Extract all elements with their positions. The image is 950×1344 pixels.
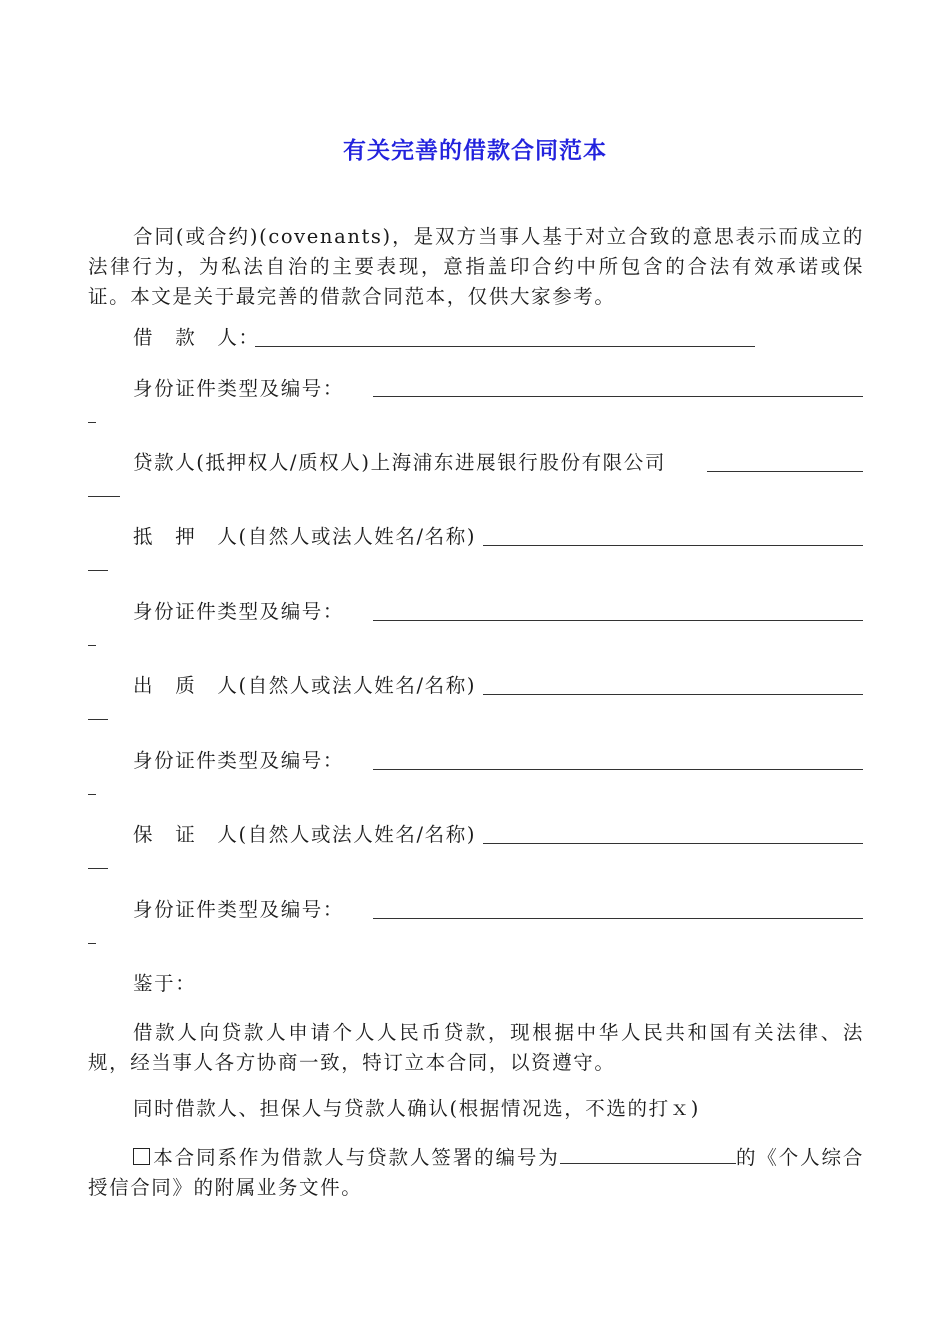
lender-blank-tail bbox=[88, 496, 120, 497]
mortgagor-id-blank[interactable] bbox=[373, 620, 863, 621]
mortgagor-blank-tail bbox=[88, 570, 108, 571]
clause-3-text-a: 本合同系作为借款人与贷款人签署的编号为 bbox=[153, 1146, 560, 1169]
guarantor-blank[interactable] bbox=[483, 843, 863, 844]
pledgor-label: 出 质 人(自然人或法人姓名/名称) bbox=[133, 674, 477, 697]
mortgagor-label: 抵 押 人(自然人或法人姓名/名称) bbox=[133, 525, 477, 548]
guarantor-id-blank[interactable] bbox=[373, 918, 863, 919]
guarantor-id-blank-tail bbox=[88, 943, 96, 944]
mortgagor-blank[interactable] bbox=[483, 545, 863, 546]
document-title: 有关完善的借款合同范本 bbox=[343, 138, 607, 164]
guarantor-label: 保 证 人(自然人或法人姓名/名称) bbox=[133, 823, 477, 846]
checkbox-icon[interactable] bbox=[133, 1148, 150, 1165]
pledgor-id-label: 身份证件类型及编号： bbox=[133, 749, 345, 772]
clause-paragraph-1: 借款人向贷款人申请个人人民币贷款，现根据中华人民共和国有关法律、法规，经当事人各方协商一致，特订立本合同，以资遵守。 bbox=[88, 1021, 864, 1074]
lender-label: 贷款人(抵押权人/质权人)上海浦东进展银行股份有限公司 bbox=[133, 451, 666, 474]
pledgor-id-blank-tail bbox=[88, 794, 96, 795]
lender-blank[interactable] bbox=[707, 471, 863, 472]
pledgor-id-blank[interactable] bbox=[373, 769, 863, 770]
guarantor-blank-tail bbox=[88, 868, 108, 869]
clause-3-text-b: 的《个人综合授信合同》的附属业务文件。 bbox=[88, 1146, 864, 1199]
mortgagor-id-blank-tail bbox=[88, 645, 96, 646]
guarantor-id-label: 身份证件类型及编号： bbox=[133, 898, 345, 921]
contract-number-blank[interactable] bbox=[560, 1145, 736, 1164]
pledgor-blank-tail bbox=[88, 719, 108, 720]
borrower-id-label: 身份证件类型及编号： bbox=[133, 377, 345, 400]
borrower-blank[interactable] bbox=[255, 346, 755, 347]
whereas-heading: 鉴于： bbox=[133, 972, 197, 995]
clause-paragraph-3 bbox=[88, 1143, 864, 1203]
borrower-id-blank-tail bbox=[88, 422, 96, 423]
clause-paragraph-2: 同时借款人、担保人与贷款人确认(根据情况选，不选的打ｘ) bbox=[133, 1097, 701, 1120]
mortgagor-id-label: 身份证件类型及编号： bbox=[133, 600, 345, 623]
intro-paragraph: 合同(或合约)(covenants)，是双方当事人基于对立合致的意思表示而成立的法律行为，为私法自治的主要表现，意指盖印合约中所包含的合法有效承诺或保证。本文是关于最完善的借款合同范本，仅供大家参考。 bbox=[88, 225, 864, 308]
borrower-id-blank[interactable] bbox=[373, 396, 863, 397]
pledgor-blank[interactable] bbox=[483, 694, 863, 695]
borrower-label: 借 款 人： bbox=[133, 326, 260, 349]
